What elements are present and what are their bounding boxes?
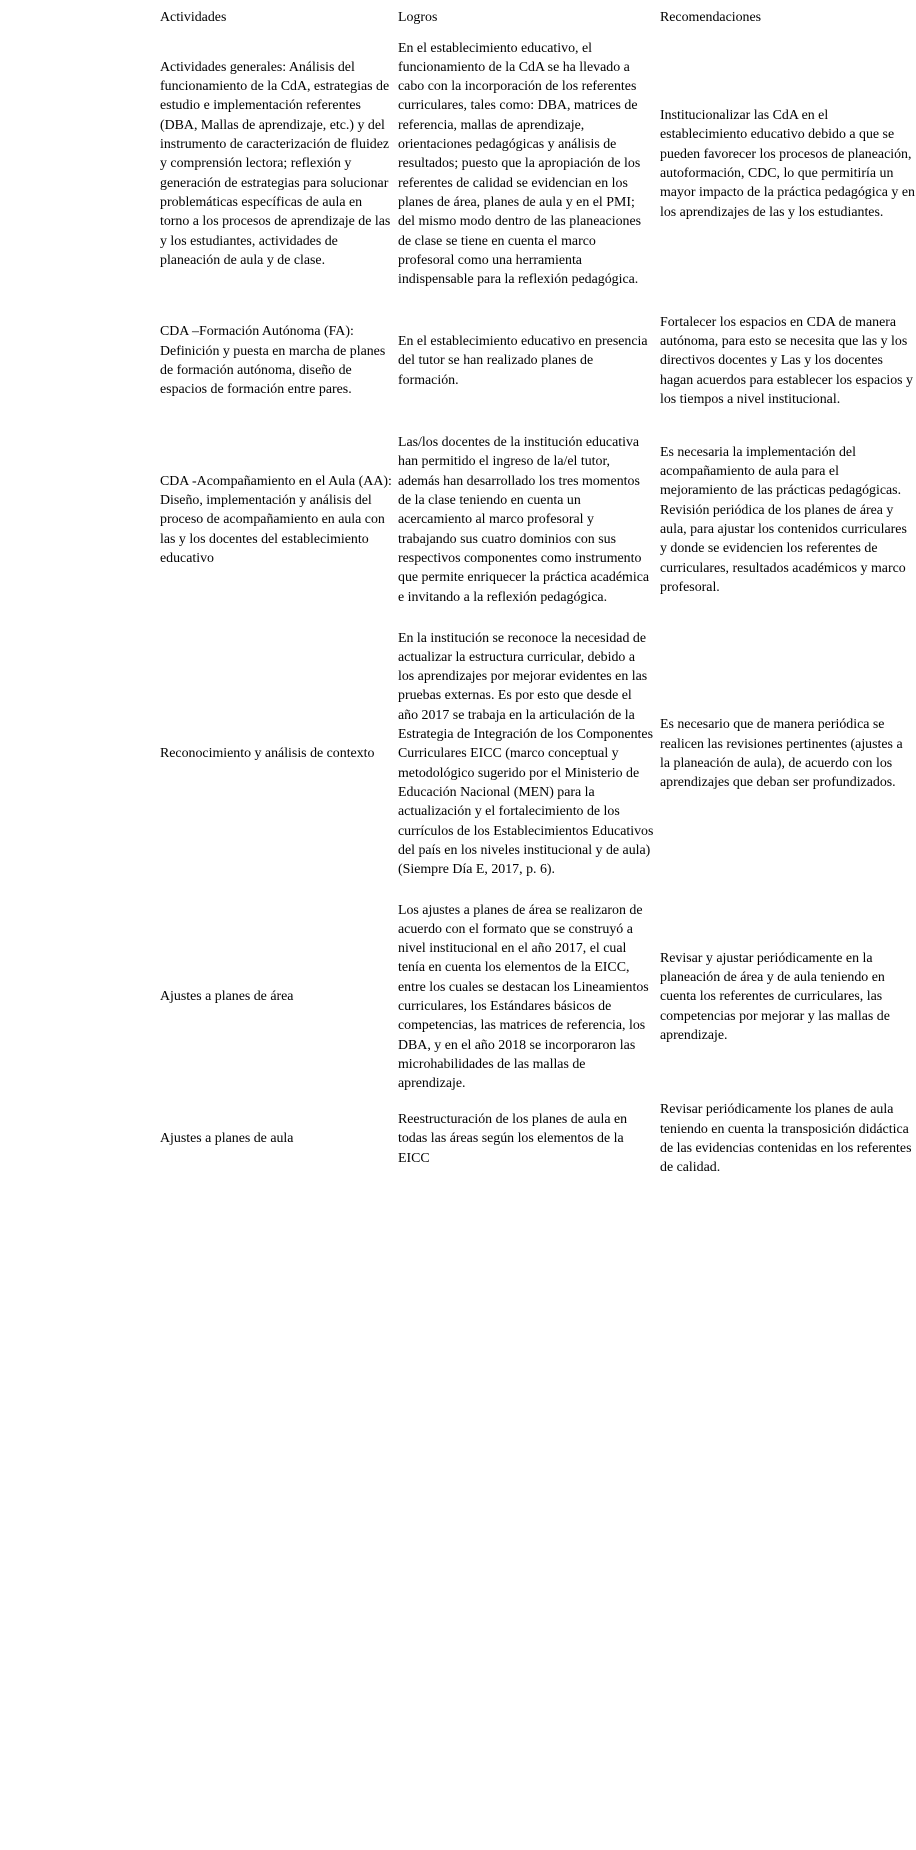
activity-cell: Ajustes a planes de aula xyxy=(160,1131,294,1147)
header-recommendations: Recomendaciones xyxy=(660,10,762,25)
activity-cell: Reconocimiento y análisis de contexto xyxy=(160,746,375,762)
recommendation-cell: Revisar periódicamente los planes de aula teniendo en cuenta la transposición didáctica de las evidencias contenidas en los referentes de calidad. xyxy=(660,1102,912,1176)
table-row xyxy=(158,300,916,422)
recommendation-cell: Revisar y ajustar periódicamente en la planeación de área y de aula teniendo en cuenta los referentes de curriculares, las competencias por mejorar y las mallas de aprendizaje. xyxy=(660,950,890,1043)
header-achievements: Logros xyxy=(398,10,438,25)
table-row xyxy=(158,28,916,300)
achievement-cell: Los ajustes a planes de área se realizaron de acuerdo con el formato que se construyó a nivel institucional en el año 2017, el cual tenía en cuenta los elementos de la EICC, entre los cuales se destacan los Lineamientos curriculares, los Estándares básicos de competencias, las matrices de referencia, los DBA, y en el año 2018 se incorporaron las microhabilidades de las mallas de aprendizaje. xyxy=(398,902,649,1092)
table-row xyxy=(158,422,916,618)
activity-cell: CDA -Acompañamiento en el Aula (AA): Diseño, implementación y análisis del proceso de acompañamiento en aula con las y los docentes del establecimiento educativo xyxy=(160,473,392,566)
recommendation-cell: Es necesario que de manera periódica se realicen las revisiones pertinentes (ajustes a la planeación de aula), de acuerdo con los aprendizajes que deban ser profundizados. xyxy=(660,717,903,791)
activity-cell: Ajustes a planes de área xyxy=(160,989,294,1005)
table-row xyxy=(158,1104,916,1174)
table-row xyxy=(158,890,916,1104)
activity-cell: CDA –Formación Autónoma (FA): Definición y puesta en marcha de planes de formación autónoma, diseño de espacios de formación entre pares. xyxy=(160,324,386,398)
achievement-cell: En la institución se reconoce la necesidad de actualizar la estructura curricular, debido a los aprendizajes por mejorar evidentes en las pruebas externas. Es por esto que desde el año 2017 se trabaja en la articulación de la Estrategia de Integración de los Componentes Curriculares EICC (marco conceptual y metodológico sugerido por el Ministerio de Educación Nacional (MEN) para la actualización y el fortalecimiento de los currículos de los Establecimientos Educativos del país en los niveles institucional y de aula) (Siempre Día E, 2017, p. 6). xyxy=(398,630,654,878)
achievement-cell: En el establecimiento educativo, el funcionamiento de la CdA se ha llevado a cabo con la incorporación de los referentes curriculares, tales como: DBA, matrices de referencia, mallas de aprendizaje, orientaciones pedagógicas y análisis de resultados; puesto que la apropiación de los referentes de calidad se evidencian en los planes de área, planes de aula y en el PMI; del mismo modo dentro de las planeaciones de clase se tiene en cuenta el marco profesoral como una herramienta indispensable para la reflexión pedagógica. xyxy=(398,40,642,288)
header-activities: Actividades xyxy=(160,10,227,25)
table-row xyxy=(158,618,916,890)
achievement-cell: En el establecimiento educativo en presencia del tutor se han realizado planes de formación. xyxy=(398,334,648,388)
table-header-row xyxy=(158,8,916,28)
achievement-cell: Las/los docentes de la institución educativa han permitido el ingreso de la/el tutor, además han desarrollado los tres momentos de la clase teniendo en cuenta un acercamiento al marco profesoral y trabajando sus cuatro dominios con sus respectivos componentes como instrumento que permite enriquecer la práctica académica e invitando a la reflexión pedagógica. xyxy=(398,435,650,605)
activities-table xyxy=(158,8,916,1174)
achievement-cell: Reestructuración de los planes de aula en todas las áreas según los elementos de la EICC xyxy=(398,1112,628,1166)
recommendation-cell: Institucionalizar las CdA en el establecimiento educativo debido a que se pueden favorecer los procesos de planeación, autoformación, CDC, lo que permitiría un mayor impacto de la práctica pedagógica y en los aprendizajes de las y los estudiantes. xyxy=(660,108,915,220)
recommendation-cell: Es necesaria la implementación del acompañamiento de aula para el mejoramiento de las prácticas pedagógicas. Revisión periódica de los planes de área y aula, para ajustar los contenidos curriculares y donde se evidencien los referentes de curriculares, resultados académicos y marco profesoral. xyxy=(660,444,907,595)
activity-cell: Actividades generales: Análisis del funcionamiento de la CdA, estrategias de estudio e implementación referentes (DBA, Mallas de aprendizaje, etc.) y del instrumento de caracterización de fluidez y comprensión lectora; reflexión y generación de estrategias para solucionar problemáticas específicas de aula en torno a los procesos de aprendizaje de las y los estudiantes, actividades de planeación de aula y de clase. xyxy=(160,59,391,268)
recommendation-cell: Fortalecer los espacios en CDA de manera autónoma, para esto se necesita que las y los directivos docentes y Las y los docentes hagan acuerdos para establecer los espacios y los tiempos a nivel institucional. xyxy=(660,314,914,407)
